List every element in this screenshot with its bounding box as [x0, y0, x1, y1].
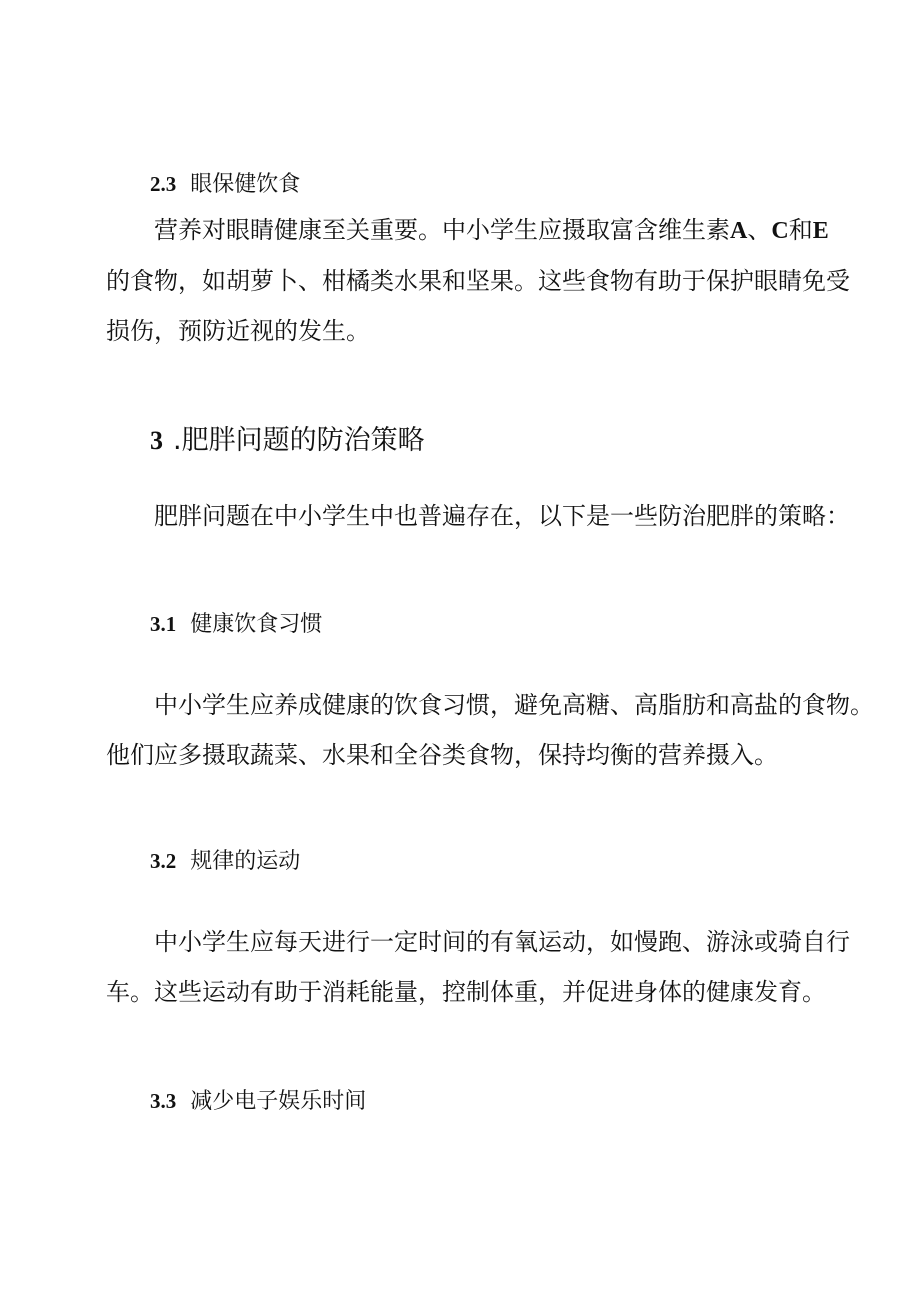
- heading-title: .肥胖问题的防治策略: [173, 425, 425, 456]
- paragraph-line: 损伤，预防近视的发生。: [106, 317, 370, 345]
- paragraph-line: 他们应多摄取蔬菜、水果和全谷类食物，保持均衡的营养摄入。: [106, 741, 778, 769]
- paragraph-3-1: [106, 680, 874, 780]
- heading-3-3: [150, 1086, 366, 1117]
- heading-title: 眼保健饮食: [190, 172, 301, 197]
- heading-number: 2.3: [150, 172, 177, 196]
- heading-3-2: [150, 846, 300, 877]
- paragraph-line: 中小学生应每天进行一定时间的有氧运动，如慢跑、游泳或骑自行: [154, 928, 850, 956]
- heading-3: [150, 423, 425, 459]
- paragraph-2-3: [106, 205, 850, 356]
- paragraph-line: 中小学生应养成健康的饮食习惯，避免高糖、高脂肪和高盐的食物。: [154, 691, 874, 719]
- paragraph-line: 的食物，如胡萝卜、柑橘类水果和坚果。这些食物有助于保护眼睛免受: [106, 267, 850, 295]
- heading-number: 3.1: [150, 612, 177, 636]
- heading-3-1: [150, 609, 322, 640]
- paragraph-3-2: [106, 917, 850, 1017]
- heading-title: 规律的运动: [190, 849, 301, 874]
- paragraph-3-intro: [106, 491, 850, 541]
- heading-number: 3.2: [150, 849, 177, 873]
- heading-number: 3.3: [150, 1089, 177, 1113]
- paragraph-line: 车。这些运动有助于消耗能量，控制体重，并促进身体的健康发育。: [106, 978, 826, 1006]
- paragraph-line: 营养对眼睛健康至关重要。中小学生应摄取富含维生素A、C和E: [154, 216, 829, 244]
- heading-2-3: [150, 169, 300, 200]
- heading-number: 3: [150, 426, 163, 455]
- heading-title: 减少电子娱乐时间: [190, 1089, 367, 1114]
- paragraph-line: 肥胖问题在中小学生中也普遍存在，以下是一些防治肥胖的策略：: [154, 502, 850, 530]
- heading-title: 健康饮食习惯: [190, 612, 323, 637]
